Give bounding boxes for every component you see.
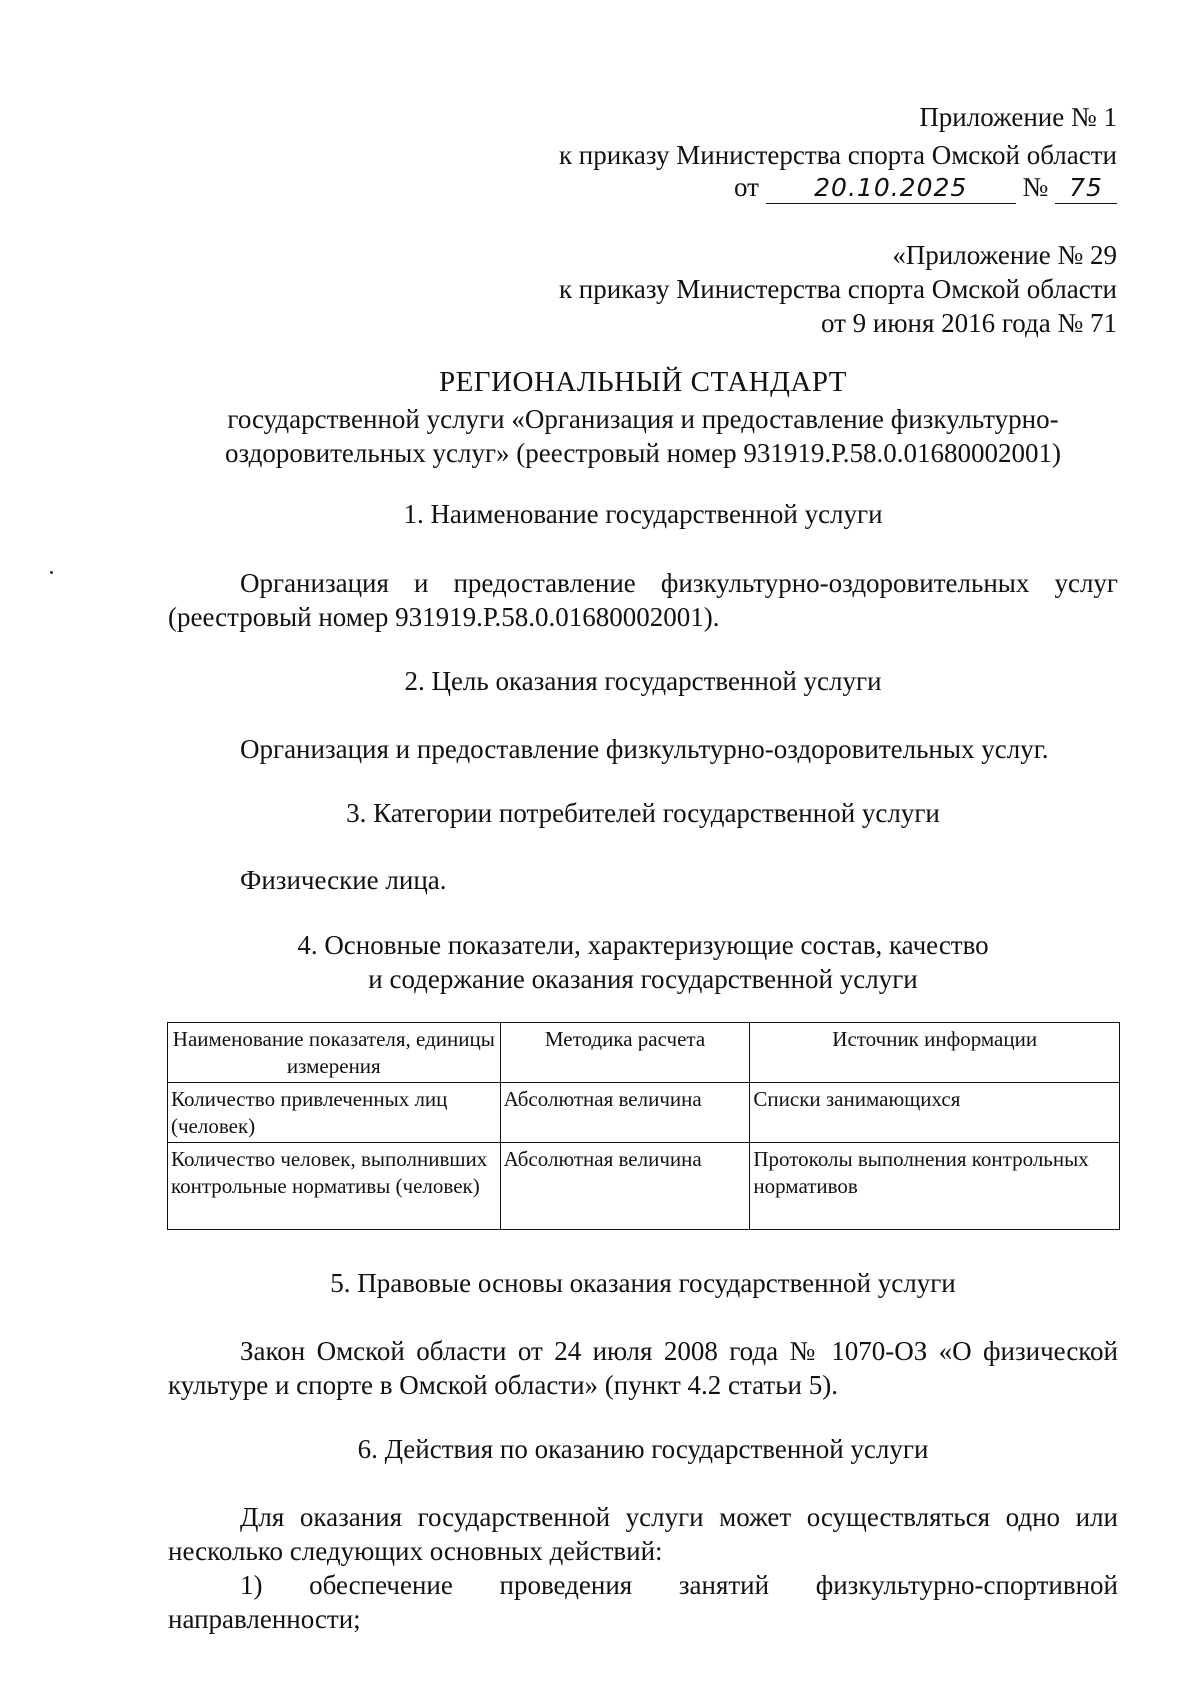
table-header-source: Источник информации xyxy=(750,1023,1120,1083)
section-1-text-line-1: Организация и предоставление физкультурно-оздоровительных услуг xyxy=(240,568,1118,598)
section-1-text-line-2: (реестровый номер 931919.Р.58.0.01680002001). xyxy=(168,602,720,632)
table-row xyxy=(168,1143,1120,1230)
section-6-item-1-line-2: направленности; xyxy=(168,1604,361,1634)
section-5-heading: 5. Правовые основы оказания государственной услуги xyxy=(330,1268,956,1298)
section-6-item-1-line-1: 1) обеспечение проведения занятий физкультурно-спортивной xyxy=(240,1570,1118,1600)
section-6-text-line-1: Для оказания государственной услуги может осуществляться одно или xyxy=(240,1502,1118,1532)
appendix-29-order: к приказу Министерства спорта Омской области xyxy=(558,274,1117,304)
section-3-heading: 3. Категории потребителей государственной услуги xyxy=(346,798,940,828)
table-header-method: Методика расчета xyxy=(500,1023,750,1083)
table-cell: Протоколы выполнения контрольных нормативов xyxy=(750,1143,1120,1230)
table-header-indicator: Наименование показателя, единицы измерения xyxy=(168,1023,501,1083)
table-cell: Количество привлеченных лиц (человек) xyxy=(168,1083,501,1143)
section-5-text-line-2: культуре и спорте в Омской области» (пункт 4.2 статьи 5). xyxy=(168,1370,838,1400)
section-4-heading-line-2: и содержание оказания государственной услуги xyxy=(368,964,918,994)
appendix-1-date-line xyxy=(734,170,1117,204)
number-label: № xyxy=(1022,172,1049,202)
section-4-heading-line-1: 4. Основные показатели, характеризующие состав, качество xyxy=(297,930,989,960)
section-1-heading: 1. Наименование государственной услуги xyxy=(403,499,883,529)
section-5-text-line-1: Закон Омской области от 24 июля 2008 года № 1070-ОЗ «О физической xyxy=(240,1336,1118,1366)
section-6-heading: 6. Действия по оказанию государственной услуги xyxy=(357,1434,929,1464)
handwritten-number: 75 xyxy=(1055,173,1117,204)
appendix-1-label: Приложение № 1 xyxy=(919,102,1117,132)
handwritten-date: 20.10.2025 xyxy=(766,173,1016,204)
scan-speck xyxy=(50,571,53,574)
section-2-heading: 2. Цель оказания государственной услуги xyxy=(404,666,882,696)
indicators-table xyxy=(167,1022,1120,1230)
appendix-1-order: к приказу Министерства спорта Омской области xyxy=(558,140,1117,170)
table-cell: Абсолютная величина xyxy=(500,1083,750,1143)
table-header-row xyxy=(168,1023,1120,1083)
table-row xyxy=(168,1083,1120,1143)
document-subtitle-line-2: оздоровительных услуг» (реестровый номер 931919.Р.58.0.01680002001) xyxy=(224,438,1062,468)
table-cell: Абсолютная величина xyxy=(500,1143,750,1230)
table-cell: Списки занимающихся xyxy=(750,1083,1120,1143)
document-subtitle-line-1: государственной услуги «Организация и предоставление физкультурно- xyxy=(227,404,1059,434)
section-6-text-line-2: несколько следующих основных действий: xyxy=(168,1536,663,1566)
table-cell: Количество человек, выполнивших контрольные нормативы (человек) xyxy=(168,1143,501,1230)
appendix-29-label: «Приложение № 29 xyxy=(892,240,1117,270)
section-2-text: Организация и предоставление физкультурно-оздоровительных услуг. xyxy=(240,734,1049,764)
document-title: РЕГИОНАЛЬНЫЙ СТАНДАРТ xyxy=(438,366,848,398)
appendix-29-date: от 9 июня 2016 года № 71 xyxy=(820,308,1117,338)
from-label: от xyxy=(734,172,759,202)
section-3-text: Физические лица. xyxy=(240,865,447,895)
